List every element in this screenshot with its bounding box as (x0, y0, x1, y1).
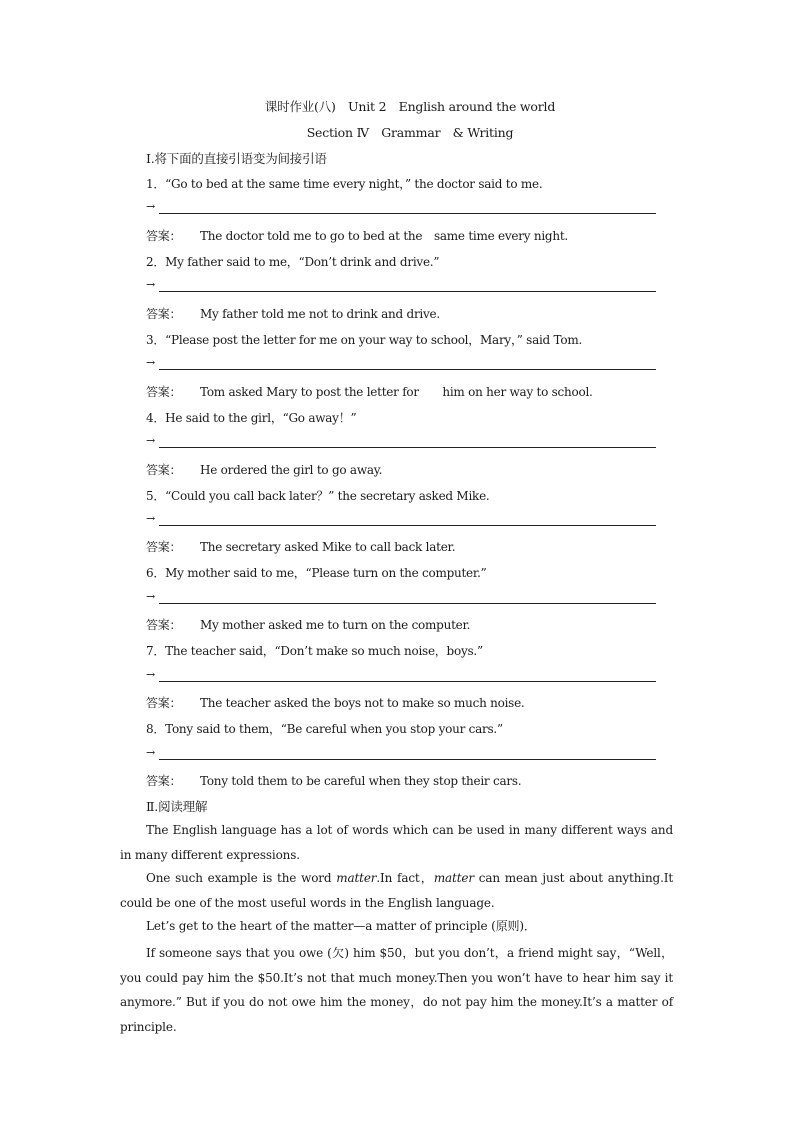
question-1: 1．“Go to bed at the same time every night，” the doctor said to me. (146, 177, 543, 191)
answer-3 (146, 383, 593, 400)
arrow-icon: → (146, 746, 156, 759)
section-heading-1: Ⅰ.将下面的直接引语变为间接引语 (146, 151, 327, 166)
answer-line-4[interactable] (146, 434, 656, 448)
arrow-icon: → (146, 668, 156, 681)
question-2: 2．My father said to me，“Don’t drink and drive.” (146, 255, 440, 269)
question-7: 7．The teacher said，“Don’t make so much noise，boys.” (146, 644, 483, 658)
page-title: 课时作业(八) Unit 2 English around the world (264, 99, 556, 114)
answer-text: Tom asked Mary to post the letter for him on her way to school. (200, 385, 593, 399)
answer-line-5[interactable] (146, 512, 656, 526)
underline (159, 213, 656, 214)
answer-line-8[interactable] (146, 746, 656, 760)
answer-text: The teacher asked the boys not to make so much noise. (200, 696, 525, 710)
answer-label: 答案： (146, 540, 182, 554)
underline (159, 603, 656, 604)
section-heading-2: Ⅱ.阅读理解 (146, 799, 208, 814)
answer-text: The secretary asked Mike to call back later. (200, 540, 456, 554)
emphasis-word: matter (433, 871, 474, 885)
reading-paragraph-2: One such example is the word matter.In fact，matter can mean just about anything.It could be one of the most useful words in the English language. (120, 871, 673, 910)
answer-label: 答案： (146, 229, 182, 243)
answer-1 (146, 227, 568, 244)
reading-paragraph-3: Let’s get to the heart of the matter—a matter of principle (原则)． (146, 919, 536, 933)
answer-line-7[interactable] (146, 668, 656, 682)
underline (159, 525, 656, 526)
answer-5 (146, 538, 455, 555)
underline (159, 291, 656, 292)
question-3: 3．“Please post the letter for me on your way to school，Mary，” said Tom. (146, 333, 583, 347)
arrow-icon: → (146, 200, 156, 213)
underline (159, 681, 656, 682)
answer-label: 答案： (146, 618, 182, 632)
answer-label: 答案： (146, 696, 182, 710)
underline (159, 369, 656, 370)
question-5: 5．“Could you call back later？” the secretary asked Mike. (146, 489, 490, 503)
answer-text: He ordered the girl to go away. (200, 463, 383, 477)
answer-text: My father told me not to drink and drive. (200, 307, 440, 321)
arrow-icon: → (146, 356, 156, 369)
answer-label: 答案： (146, 307, 182, 321)
answer-text: Tony told them to be careful when they stop their cars. (200, 774, 522, 788)
underline (159, 759, 656, 760)
answer-line-3[interactable] (146, 356, 656, 370)
answer-text: My mother asked me to turn on the computer. (200, 618, 471, 632)
question-8: 8．Tony said to them，“Be careful when you stop your cars.” (146, 722, 503, 736)
answer-2 (146, 305, 440, 322)
arrow-icon: → (146, 512, 156, 525)
answer-line-1[interactable] (146, 200, 656, 214)
answer-text: The doctor told me to go to bed at the same time every night. (200, 229, 568, 243)
answer-7 (146, 694, 525, 711)
arrow-icon: → (146, 278, 156, 291)
emphasis-word: matter (336, 871, 377, 885)
underline (159, 447, 656, 448)
reading-paragraph-4: If someone says that you owe (欠) him $50，but you don’t，a friend might say，“Well，you could pay him the $50.It’s not that much money.Then you won’t have to hear him say it anymore.” But if you do not owe him the money，do not pay him the money.It’s a matter of principle. (120, 946, 673, 1034)
answer-label: 答案： (146, 385, 182, 399)
answer-label: 答案： (146, 463, 182, 477)
answer-line-6[interactable] (146, 590, 656, 604)
answer-6 (146, 616, 470, 633)
arrow-icon: → (146, 590, 156, 603)
reading-paragraph-1: The English language has a lot of words which can be used in many different ways and in many different expressions. (120, 823, 673, 862)
answer-8 (146, 772, 521, 789)
answer-line-2[interactable] (146, 278, 656, 292)
page-subtitle: Section Ⅳ Grammar & Writing (306, 125, 514, 140)
answer-label: 答案： (146, 774, 182, 788)
question-4: 4．He said to the girl，“Go away！” (146, 411, 357, 425)
question-6: 6．My mother said to me，“Please turn on the computer.” (146, 566, 487, 580)
answer-4 (146, 461, 382, 478)
arrow-icon: → (146, 434, 156, 447)
